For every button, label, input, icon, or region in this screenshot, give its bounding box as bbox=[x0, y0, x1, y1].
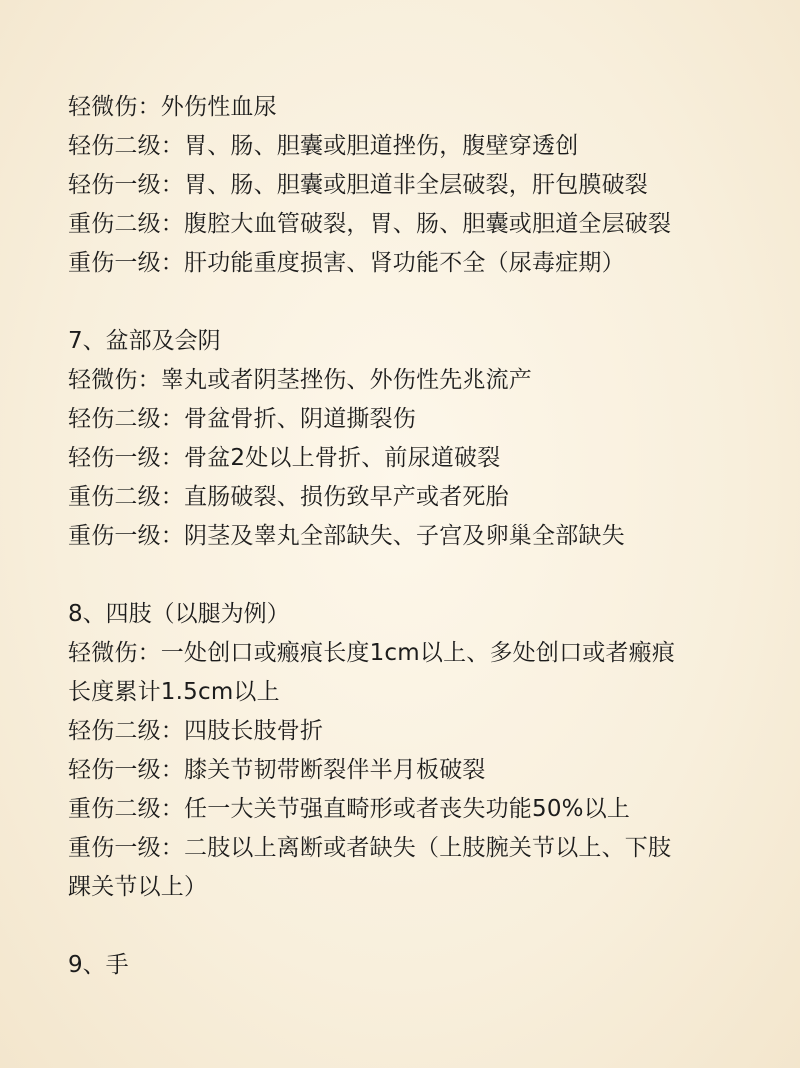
text-line: 轻微伤：睾丸或者阴茎挫伤、外伤性先兆流产 bbox=[68, 367, 532, 393]
section-heading: 9、手 bbox=[68, 952, 129, 978]
section-hand bbox=[68, 946, 760, 985]
section-heading: 8、四肢（以腿为例） bbox=[68, 601, 290, 627]
section-abdomen bbox=[68, 88, 760, 283]
text-line: 轻微伤：一处创口或瘢痕长度1cm以上、多处创口或者瘢痕 bbox=[68, 640, 676, 666]
text-line: 重伤二级：直肠破裂、损伤致早产或者死胎 bbox=[68, 484, 509, 510]
text-line: 轻伤二级：胃、肠、胆囊或胆道挫伤，腹壁穿透创 bbox=[68, 133, 579, 159]
text-line: 轻伤二级：四肢长肢骨折 bbox=[68, 718, 324, 744]
text-line: 轻伤一级：胃、肠、胆囊或胆道非全层破裂，肝包膜破裂 bbox=[68, 172, 648, 198]
section-heading: 7、盆部及会阴 bbox=[68, 328, 221, 354]
text-line: 重伤二级：任一大关节强直畸形或者丧失功能50%以上 bbox=[68, 796, 631, 822]
text-line: 重伤一级：肝功能重度损害、肾功能不全（尿毒症期） bbox=[68, 250, 625, 276]
text-line: 长度累计1.5cm以上 bbox=[68, 679, 280, 705]
text-line: 轻伤二级：骨盆骨折、阴道撕裂伤 bbox=[68, 406, 416, 432]
text-line: 轻伤一级：膝关节韧带断裂伴半月板破裂 bbox=[68, 757, 486, 783]
section-pelvis bbox=[68, 322, 760, 556]
section-limbs bbox=[68, 595, 760, 907]
text-line: 轻微伤：外伤性血尿 bbox=[68, 94, 277, 120]
text-line: 重伤一级：二肢以上离断或者缺失（上肢腕关节以上、下肢 bbox=[68, 835, 672, 861]
text-line: 轻伤一级：骨盆2处以上骨折、前尿道破裂 bbox=[68, 445, 501, 471]
text-line: 重伤二级：腹腔大血管破裂，胃、肠、胆囊或胆道全层破裂 bbox=[68, 211, 672, 237]
text-line: 踝关节以上） bbox=[68, 874, 208, 900]
text-line: 重伤一级：阴茎及睾丸全部缺失、子宫及卵巢全部缺失 bbox=[68, 523, 625, 549]
